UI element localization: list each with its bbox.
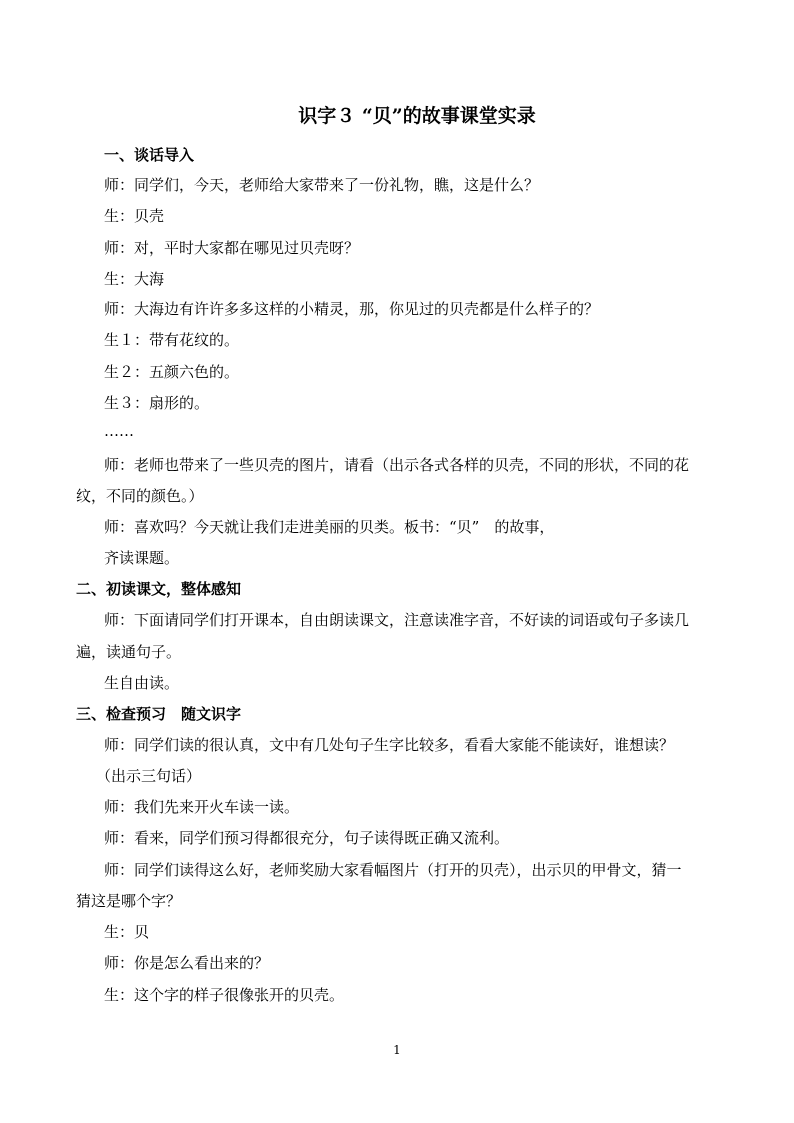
paragraph-line: 猜这是哪个字？ [76, 892, 182, 910]
paragraph-line: 师：你是怎么看出来的？ [104, 954, 270, 972]
section-heading-1: 一、谈话导入 [104, 146, 195, 164]
paragraph-line: 生：这个字的样子很像张开的贝壳。 [104, 986, 345, 1004]
paragraph-line: 生２：五颜六色的。 [104, 363, 240, 381]
paragraph-line: 师：同学们，今天，老师给大家带来了一份礼物，瞧，这是什么？ [104, 176, 540, 194]
paragraph-line: 齐读课题。 [104, 549, 180, 567]
paragraph-line: 生：贝壳 [104, 207, 165, 225]
paragraph-line: 生１：带有花纹的。 [104, 331, 240, 349]
paragraph-line: 师：大海边有许许多多这样的小精灵，那，你见过的贝壳都是什么样子的？ [104, 300, 600, 318]
paragraph-line: 生：大海 [104, 270, 165, 288]
paragraph-line: （出示三句话） [96, 767, 202, 785]
section-heading-2: 二、初读课文，整体感知 [76, 580, 242, 598]
document-title: 识字３ “贝”的故事课堂实录 [298, 105, 536, 127]
page-number: 1 [393, 1043, 401, 1057]
paragraph-line: 师：下面请同学们打开课本，自由朗读课文，注意读准字音，不好读的词语或句子多读几 [104, 611, 690, 629]
paragraph-line: 生３：扇形的。 [104, 394, 210, 412]
paragraph-line: 生自由读。 [104, 674, 180, 692]
paragraph-line: 师：同学们读得这么好，老师奖励大家看幅图片（打开的贝壳），出示贝的甲骨文，猜一 [104, 861, 682, 879]
paragraph-line: 师：同学们读的很认真，文中有几处句子生字比较多，看看大家能不能读好，谁想读？ [104, 736, 675, 754]
paragraph-line: 师：我们先来开火车读一读。 [104, 798, 300, 816]
paragraph-line: 生：贝 [104, 923, 150, 941]
paragraph-line: 师：看来，同学们预习得都很充分，句子读得既正确又流利。 [104, 829, 510, 847]
paragraph-line: 遍，读通句子。 [76, 643, 182, 661]
paragraph-line: 师：喜欢吗？今天就让我们走进美丽的贝类。板书：“贝” 的故事， [104, 518, 555, 536]
paragraph-line: 师：老师也带来了一些贝壳的图片，请看（出示各式各样的贝壳，不同的形状，不同的花 [104, 456, 690, 474]
paragraph-line: 纹，不同的颜色。） [76, 487, 204, 505]
ellipsis-line: …… [104, 422, 134, 440]
paragraph-line: 师：对，平时大家都在哪见过贝壳呀？ [104, 239, 360, 257]
section-heading-3: 三、检查预习 随文识字 [76, 705, 242, 723]
